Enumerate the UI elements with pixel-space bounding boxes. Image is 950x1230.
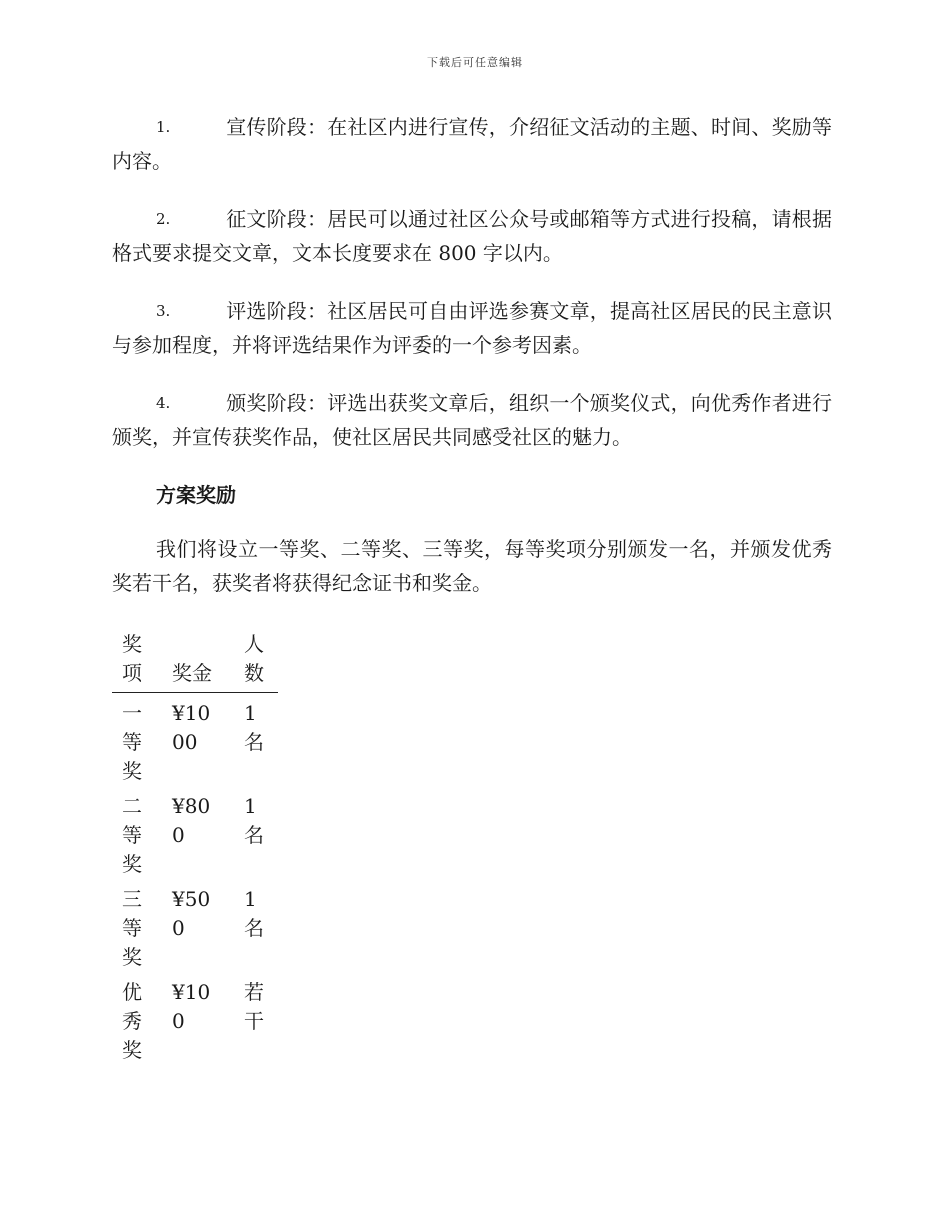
cell-count: 1名 bbox=[244, 794, 264, 847]
cell-count: 若干 bbox=[244, 980, 264, 1033]
step-item-1 bbox=[112, 110, 832, 178]
cell-award: 二等奖 bbox=[122, 794, 142, 876]
header-count: 人数 bbox=[236, 630, 278, 693]
table-row bbox=[112, 972, 278, 1065]
cell-count: 1名 bbox=[244, 701, 264, 754]
step-text: 评选阶段：社区居民可自由评选参赛文章，提高社区居民的民主意识与参加程度，并将评选结果作为评委的一个参考因素。 bbox=[112, 299, 832, 357]
step-text: 颁奖阶段：评选出获奖文章后，组织一个颁奖仪式，向优秀作者进行颁奖，并宣传获奖作品，使社区居民共同感受社区的魅力。 bbox=[112, 391, 832, 449]
table-header-row bbox=[112, 630, 278, 693]
step-item-4 bbox=[112, 386, 832, 454]
step-number: 4. bbox=[156, 394, 171, 412]
step-number: 2. bbox=[156, 210, 171, 228]
page-header: 下载后可任意编辑 bbox=[427, 56, 523, 69]
step-item-3 bbox=[112, 294, 832, 362]
table-row bbox=[112, 786, 278, 879]
step-text: 宣传阶段：在社区内进行宣传，介绍征文活动的主题、时间、奖励等内容。 bbox=[112, 115, 832, 173]
cell-award: 三等奖 bbox=[122, 887, 142, 969]
document-body bbox=[112, 110, 832, 1065]
cell-prize: ¥800 bbox=[172, 794, 211, 847]
cell-prize: ¥1000 bbox=[172, 701, 211, 754]
step-text: 征文阶段：居民可以通过社区公众号或邮箱等方式进行投稿，请根据格式要求提交文章，文本长度要求在 800 字以内。 bbox=[112, 207, 832, 265]
step-number: 3. bbox=[156, 302, 171, 320]
section-intro: 我们将设立一等奖、二等奖、三等奖，每等奖项分别颁发一名，并颁发优秀奖若干名，获奖者将获得纪念证书和奖金。 bbox=[112, 537, 832, 595]
cell-prize: ¥500 bbox=[172, 887, 211, 940]
cell-award: 一等奖 bbox=[122, 701, 142, 783]
cell-prize: ¥100 bbox=[172, 980, 211, 1033]
step-number: 1. bbox=[156, 118, 171, 136]
header-award: 奖项 bbox=[112, 630, 152, 693]
awards-table bbox=[112, 630, 278, 1065]
table-row bbox=[112, 879, 278, 972]
cell-count: 1名 bbox=[244, 887, 264, 940]
table-row bbox=[112, 693, 278, 787]
section-heading: 方案奖励 bbox=[156, 483, 236, 507]
header-prize: 奖金 bbox=[152, 630, 236, 693]
step-item-2 bbox=[112, 202, 832, 270]
cell-award: 优秀奖 bbox=[122, 980, 142, 1062]
